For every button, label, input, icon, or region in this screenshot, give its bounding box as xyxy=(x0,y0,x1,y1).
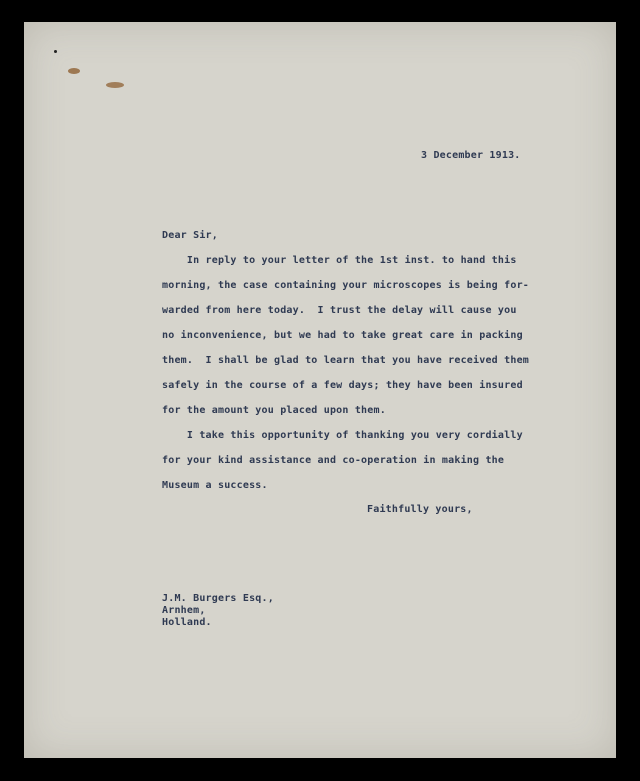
letter-salutation: Dear Sir, xyxy=(162,230,218,241)
letter-body-line: safely in the course of a few days; they have been insured xyxy=(162,380,523,391)
letter-body-line: for the amount you placed upon them. xyxy=(162,405,386,416)
address-line: J.M. Burgers Esq., xyxy=(162,593,274,604)
ink-stain xyxy=(54,50,57,53)
letter-body-line: no inconvenience, but we had to take great care in packing xyxy=(162,330,523,341)
letter-sheet xyxy=(24,22,616,758)
letter-body-line: them. I shall be glad to learn that you have received them xyxy=(162,355,530,366)
letter-body-line: morning, the case containing your microscopes is being for- xyxy=(162,280,530,291)
letter-body-line: In reply to your letter of the 1st inst. to hand this xyxy=(162,255,517,266)
letter-date: 3 December 1913. xyxy=(421,150,521,161)
address-line: Arnhem, xyxy=(162,605,206,616)
letter-body-line: Museum a success. xyxy=(162,480,268,491)
ink-stain xyxy=(106,82,124,88)
letter-body-line: warded from here today. I trust the delay will cause you xyxy=(162,305,517,316)
letter-closing: Faithfully yours, xyxy=(367,504,473,515)
letter-body-line: for your kind assistance and co-operation in making the xyxy=(162,455,505,466)
ink-stain xyxy=(68,68,80,74)
letter-body-line: I take this opportunity of thanking you very cordially xyxy=(162,430,523,441)
address-line: Holland. xyxy=(162,617,212,628)
